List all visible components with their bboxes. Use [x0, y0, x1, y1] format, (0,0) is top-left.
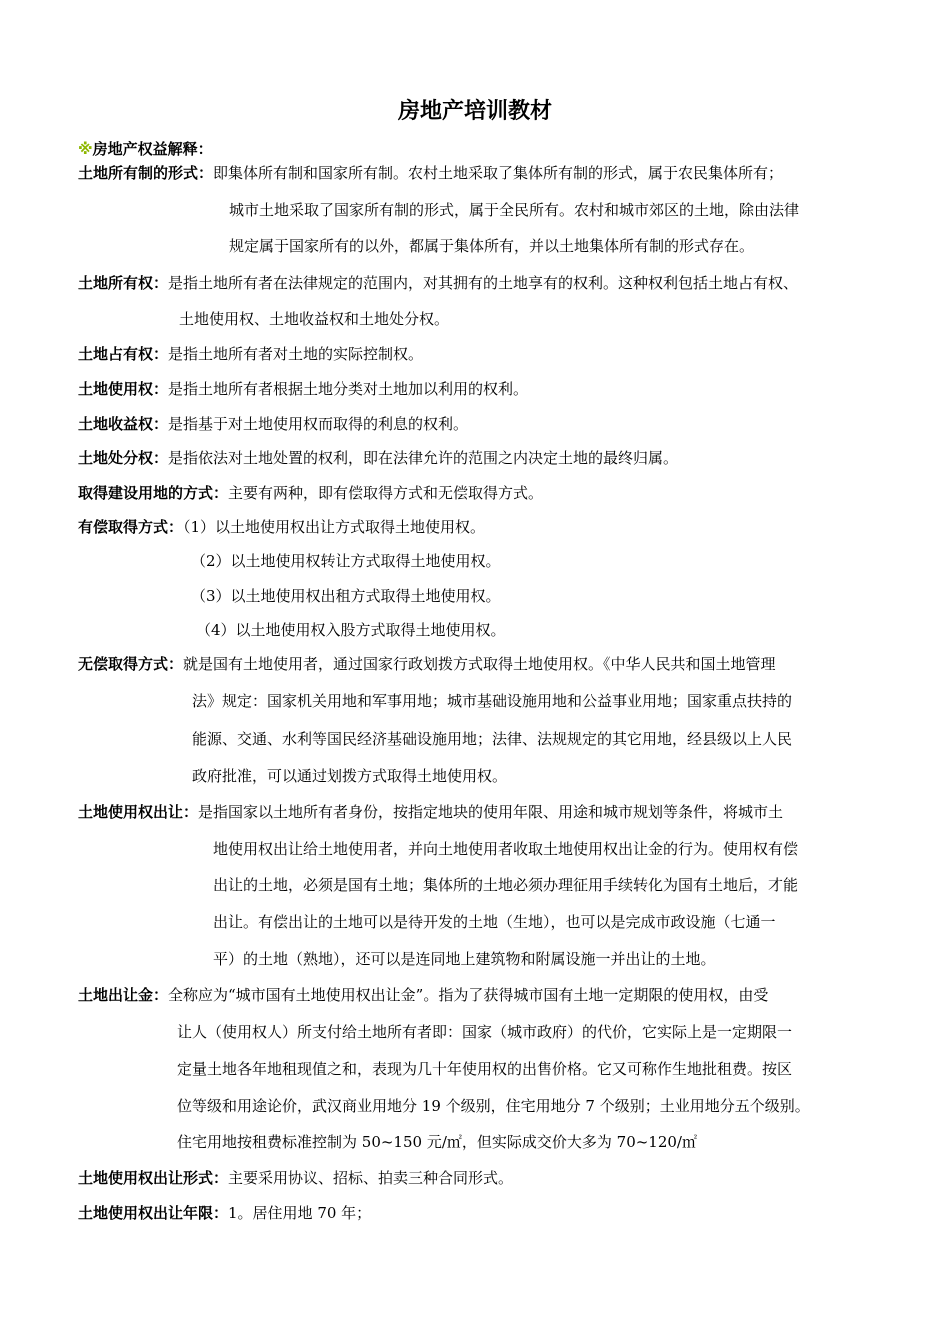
entry-continuation: 土地使用权、土地收益权和土地处分权。 [179, 310, 450, 328]
entry-line [78, 1202, 371, 1224]
entry-text: 是指土地所有者对土地的实际控制权。 [168, 345, 424, 363]
entry-continuation: 地使用权出让给土地使用者，并向土地使用者收取土地使用权出让金的行为。使用权有偿 [213, 840, 799, 858]
entry-text: 是指土地所有者根据土地分类对土地加以利用的权利。 [168, 380, 529, 398]
entry-continuation: 能源、交通、水利等国民经济基础设施用地；法律、法规规定的其它用地，经县级以上人民 [192, 730, 793, 748]
entry-line [78, 447, 678, 469]
entry-line [78, 482, 543, 504]
entry-continuation: （4）以土地使用权入股方式取得土地使用权。 [196, 621, 506, 639]
entry-term: 土地处分权： [78, 449, 169, 467]
entry-continuation: 定量土地各年地租现值之和，表现为几十年使用权的出售价格。它又可称作生地批租费。按区 [177, 1060, 793, 1078]
entry-term: 土地使用权出让形式： [78, 1169, 229, 1187]
entry-continuation: 让人（使用权人）所支付给土地所有者即：国家（城市政府）的代价，它实际上是一定期限一 [177, 1023, 793, 1041]
entry-text: 主要采用协议、招标、拍卖三种合同形式。 [228, 1169, 514, 1187]
entry-text: 即集体所有制和国家所有制。农村土地采取了集体所有制的形式，属于农民集体所有； [213, 164, 784, 182]
entry-line [78, 162, 783, 184]
entry-continuation: 平）的土地（熟地），还可以是连同地上建筑物和附属设施一并出让的土地。 [213, 950, 716, 968]
entry-text: 主要有两种，即有偿取得方式和无偿取得方式。 [228, 484, 544, 502]
entry-term: 土地所有制的形式： [78, 164, 214, 182]
entry-text: 是指依法对土地处置的权利，即在法律允许的范围之内决定土地的最终归属。 [168, 449, 679, 467]
entry-term: 取得建设用地的方式： [78, 484, 229, 502]
entry-continuation: 出让的土地，必须是国有土地；集体所的土地必须办理征用手续转化为国有土地后，才能 [213, 876, 799, 894]
entry-continuation: 法》规定：国家机关用地和军事用地；城市基础设施用地和公益事业用地；国家重点扶持的 [192, 692, 793, 710]
reference-mark: ※ [78, 140, 93, 158]
entry-term: 有偿取得方式： [78, 518, 184, 536]
entry-term: 土地使用权出让： [78, 803, 199, 821]
entry-text: 是指国家以土地所有者身份，按指定地块的使用年限、用途和城市规划等条件，将城市土 [198, 803, 784, 821]
entry-line [78, 378, 528, 400]
entry-continuation: （3）以土地使用权出租方式取得土地使用权。 [191, 587, 501, 605]
section-heading-label: 房地产权益解释： [92, 140, 213, 158]
entry-continuation: （2）以土地使用权转让方式取得土地使用权。 [191, 552, 501, 570]
entry-term: 无偿取得方式： [78, 655, 184, 673]
entry-term: 土地使用权出让年限： [78, 1204, 229, 1222]
entry-continuation: 城市土地采取了国家所有制的形式，属于全民所有。农村和城市郊区的土地，除由法律 [229, 201, 800, 219]
entry-text: 1。居住用地 70 年； [228, 1204, 372, 1222]
entry-term: 土地占有权： [78, 345, 169, 363]
entry-text: 是指土地所有者在法律规定的范围内，对其拥有的土地享有的权利。这种权利包括土地占有权、 [168, 274, 799, 292]
entry-line [78, 272, 798, 294]
entry-term: 土地所有权： [78, 274, 169, 292]
entry-term: 土地收益权： [78, 415, 169, 433]
entry-continuation: 住宅用地按租费标准控制为 50~150 元/㎡，但实际成交价大多为 70~120/㎡ [177, 1133, 697, 1151]
entry-continuation: 出让。有偿出让的土地可以是待开发的土地（生地），也可以是完成市政设施（七通一 [213, 913, 776, 931]
entry-continuation: 政府批准，可以通过划拨方式取得土地使用权。 [192, 767, 508, 785]
entry-text: 就是国有土地使用者，通过国家行政划拨方式取得土地使用权。《中华人民共和国土地管理 [183, 655, 776, 673]
entry-line [78, 1167, 513, 1189]
entry-line [78, 343, 423, 365]
entry-term: 土地使用权： [78, 380, 169, 398]
entry-line [78, 984, 768, 1006]
entry-line [78, 413, 468, 435]
entry-line [78, 653, 776, 675]
entry-text: 全称应为“城市国有土地使用权出让金”。指为了获得城市国有土地一定期限的使用权，由受 [168, 986, 769, 1004]
entry-continuation: 位等级和用途论价，武汉商业用地分 19 个级别，住宅用地分 7 个级别；土业用地分五个级别。 [177, 1097, 810, 1115]
entry-text: 是指基于对土地使用权而取得的利息的权利。 [168, 415, 469, 433]
entry-line [78, 516, 485, 538]
section-heading [78, 138, 213, 160]
entry-term: 土地出让金： [78, 986, 169, 1004]
entry-text: （1）以土地使用权出让方式取得土地使用权。 [183, 518, 486, 536]
document-title: 房地产培训教材 [397, 99, 552, 124]
entry-continuation: 规定属于国家所有的以外，都属于集体所有，并以土地集体所有制的形式存在。 [229, 237, 755, 255]
entry-line [78, 801, 783, 823]
